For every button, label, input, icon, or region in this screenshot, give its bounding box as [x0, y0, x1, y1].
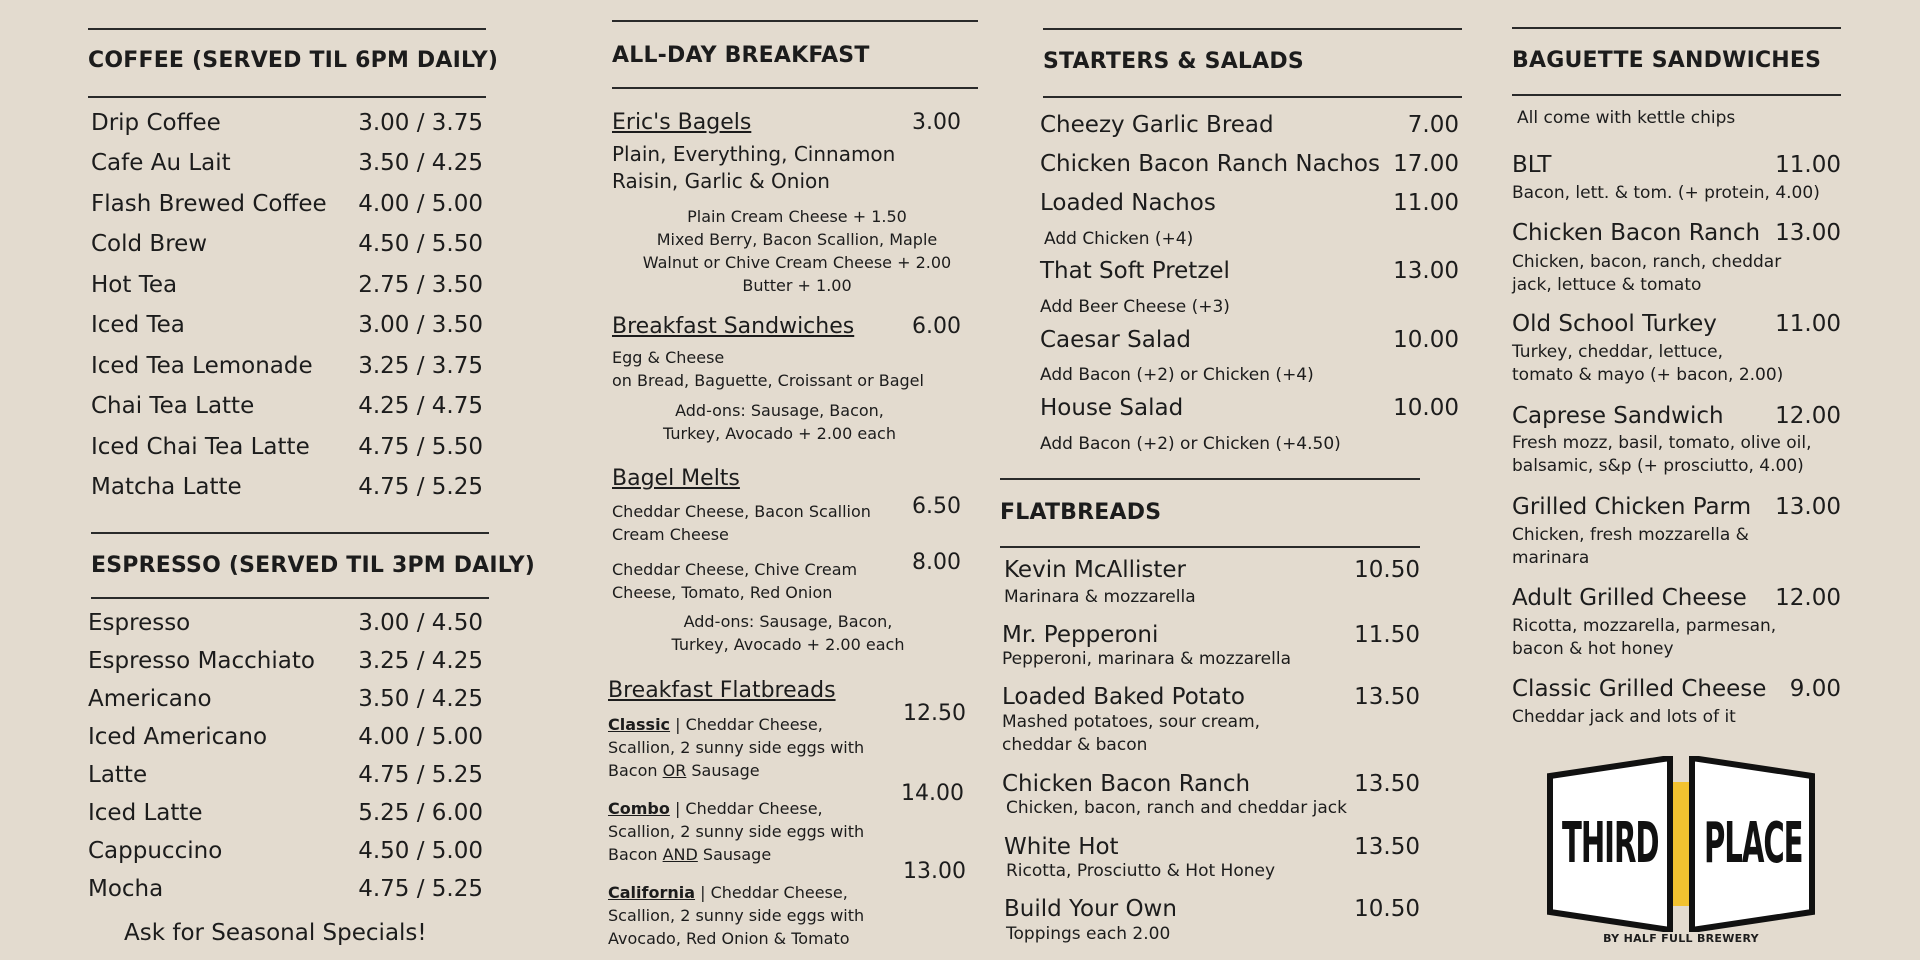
baguette-bottom-rule: [1512, 94, 1841, 96]
list-item: Latte 4.75 / 5.25: [88, 762, 483, 788]
list-item: Classic Grilled Cheese 9.00: [1512, 676, 1841, 702]
list-item: Iced Americano 4.00 / 5.00: [88, 724, 483, 750]
bagel-melt-2: Cheddar Cheese, Chive Cream Cheese, Tomato, Red Onion: [612, 560, 858, 602]
breakfast-sandwiches-price: 6.00: [912, 314, 961, 339]
third-place-logo: [1546, 756, 1816, 932]
flatbread-desc: Pepperoni, marinara & mozzarella: [1002, 649, 1291, 669]
flatbreads-top-rule: [1000, 478, 1420, 480]
list-item: Iced Tea 3.00 / 3.50: [91, 312, 483, 338]
flatbread-california: California | Cheddar Cheese, Scallion, 2 sunny side eggs with Avocado, Red Onion & Tomato: [608, 883, 865, 948]
bagels-addons: Plain Cream Cheese + 1.50 Mixed Berry, Bacon Scallion, Maple Walnut or Chive Cream Cheese + 2.00 Butter + 1.00: [642, 207, 952, 295]
list-item: Grilled Chicken Parm 13.00: [1512, 494, 1841, 520]
list-item: Iced Chai Tea Latte 4.75 / 5.50: [91, 434, 483, 460]
flatbread-desc: Marinara & mozzarella: [1004, 587, 1196, 607]
breakfast-flatbreads-title: Breakfast Flatbreads: [608, 678, 836, 703]
list-item: Old School Turkey 11.00: [1512, 311, 1841, 337]
logo-accent-bar: [1673, 782, 1689, 906]
seasonal-specials-note: Ask for Seasonal Specials!: [124, 920, 427, 946]
flatbread-desc: Chicken, bacon, ranch and cheddar jack: [1006, 798, 1347, 818]
flatbread-desc: Ricotta, Prosciutto & Hot Honey: [1006, 861, 1276, 881]
flatbreads-bottom-rule: [1000, 546, 1420, 548]
flatbread-combo: Combo | Cheddar Cheese, Scallion, 2 sunny side eggs with Bacon AND Sausage: [608, 799, 865, 864]
coffee-bottom-rule: [88, 96, 486, 98]
list-item: Chicken Bacon Ranch 13.00: [1512, 220, 1841, 246]
baguette-desc: Turkey, cheddar, lettuce, tomato & mayo (+ bacon, 2.00): [1512, 342, 1784, 385]
list-item: Chicken Bacon Ranch 13.50: [1002, 771, 1420, 797]
baguette-desc: Cheddar jack and lots of it: [1512, 707, 1736, 727]
bagel-melts-title: Bagel Melts: [612, 466, 740, 491]
logo-word-third: THIRD: [1562, 811, 1659, 876]
flatbread-classic-price: 12.50: [903, 701, 966, 726]
list-item: Kevin McAllister 10.50: [1004, 557, 1420, 583]
bagels-price: 3.00: [912, 110, 961, 135]
list-item: Cappuccino 4.50 / 5.00: [88, 838, 483, 864]
espresso-heading: ESPRESSO (SERVED TIL 3PM DAILY): [91, 553, 535, 578]
flatbread-classic: Classic | Cheddar Cheese, Scallion, 2 sunny side eggs with Bacon OR Sausage: [608, 715, 865, 780]
breakfast-top-rule: [612, 20, 978, 22]
list-item: Loaded Baked Potato 13.50: [1002, 684, 1420, 710]
espresso-bottom-rule: [91, 597, 489, 599]
list-item: Cold Brew 4.50 / 5.50: [91, 231, 483, 257]
list-item: Espresso 3.00 / 4.50: [88, 610, 483, 636]
list-item: Flash Brewed Coffee 4.00 / 5.00: [91, 191, 483, 217]
flatbread-desc: Toppings each 2.00: [1006, 924, 1171, 944]
list-item: Build Your Own 10.50: [1004, 896, 1420, 922]
list-item: Mocha 4.75 / 5.25: [88, 876, 483, 902]
baguette-heading: BAGUETTE SANDWICHES: [1512, 48, 1822, 73]
starter-note: Add Bacon (+2) or Chicken (+4.50): [1040, 434, 1341, 454]
bagels-title: Eric's Bagels: [612, 110, 752, 135]
breakfast-sandwiches-desc: Egg & Cheese on Bread, Baguette, Croissant or Bagel: [612, 348, 924, 390]
logo-byline: BY HALF FULL BREWERY: [1603, 932, 1759, 945]
flatbread-combo-price: 14.00: [901, 781, 964, 806]
starters-heading: STARTERS & SALADS: [1043, 49, 1304, 74]
baguette-desc: Bacon, lett. & tom. (+ protein, 4.00): [1512, 183, 1820, 203]
list-item: Loaded Nachos 11.00: [1040, 190, 1459, 216]
list-item: Caprese Sandwich 12.00: [1512, 403, 1841, 429]
flatbread-desc: Mashed potatoes, sour cream, cheddar & bacon: [1002, 712, 1261, 755]
list-item: Chai Tea Latte 4.25 / 4.75: [91, 393, 483, 419]
list-item: White Hot 13.50: [1004, 834, 1420, 860]
starter-note: Add Beer Cheese (+3): [1040, 297, 1230, 317]
list-item: Adult Grilled Cheese 12.00: [1512, 585, 1841, 611]
list-item: Matcha Latte 4.75 / 5.25: [91, 474, 483, 500]
logo-word-place: PLACE: [1704, 811, 1803, 876]
coffee-top-rule: [88, 28, 486, 30]
list-item: Espresso Macchiato 3.25 / 4.25: [88, 648, 483, 674]
list-item: Cheezy Garlic Bread 7.00: [1040, 112, 1459, 138]
starter-note: Add Chicken (+4): [1044, 229, 1194, 249]
bagel-melt-1-price: 6.50: [912, 494, 961, 519]
list-item: Chicken Bacon Ranch Nachos 17.00: [1040, 151, 1459, 177]
starters-top-rule: [1043, 28, 1462, 30]
baguette-desc: Fresh mozz, basil, tomato, olive oil, balsamic, s&p (+ prosciutto, 4.00): [1512, 433, 1812, 476]
starters-bottom-rule: [1043, 96, 1462, 98]
baguette-desc: Chicken, bacon, ranch, cheddar jack, lettuce & tomato: [1512, 252, 1782, 295]
list-item: Americano 3.50 / 4.25: [88, 686, 483, 712]
list-item: Mr. Pepperoni 11.50: [1002, 622, 1420, 648]
list-item: Caesar Salad 10.00: [1040, 327, 1459, 353]
list-item: Iced Latte 5.25 / 6.00: [88, 800, 483, 826]
flatbreads-heading: FLATBREADS: [1000, 500, 1162, 525]
list-item: Drip Coffee 3.00 / 3.75: [91, 110, 483, 136]
bagel-melts-addons: Add-ons: Sausage, Bacon, Turkey, Avocado + 2.00 each: [671, 612, 905, 654]
list-item: Hot Tea 2.75 / 3.50: [91, 272, 483, 298]
baguette-desc: Ricotta, mozzarella, parmesan, bacon & hot honey: [1512, 616, 1777, 659]
breakfast-sandwiches-title: Breakfast Sandwiches: [612, 314, 855, 339]
list-item: House Salad 10.00: [1040, 395, 1459, 421]
espresso-top-rule: [91, 532, 489, 534]
list-item: BLT 11.00: [1512, 152, 1841, 178]
bagels-desc: Plain, Everything, Cinnamon Raisin, Garlic & Onion: [612, 142, 896, 193]
list-item: That Soft Pretzel 13.00: [1040, 258, 1459, 284]
bagel-melt-2-price: 8.00: [912, 550, 961, 575]
baguette-subtitle: All come with kettle chips: [1517, 108, 1736, 128]
baguette-desc: Chicken, fresh mozzarella & marinara: [1512, 525, 1749, 568]
breakfast-heading: ALL-DAY BREAKFAST: [612, 43, 870, 68]
baguette-top-rule: [1512, 27, 1841, 29]
breakfast-sandwiches-addons: Add-ons: Sausage, Bacon, Turkey, Avocado + 2.00 each: [663, 401, 896, 443]
flatbread-california-price: 13.00: [903, 859, 966, 884]
breakfast-bottom-rule: [612, 87, 978, 89]
coffee-heading: COFFEE (SERVED TIL 6PM DAILY): [88, 48, 499, 73]
list-item: Cafe Au Lait 3.50 / 4.25: [91, 150, 483, 176]
bagel-melt-1: Cheddar Cheese, Bacon Scallion Cream Cheese: [612, 502, 871, 544]
list-item: Iced Tea Lemonade 3.25 / 3.75: [91, 353, 483, 379]
starter-note: Add Bacon (+2) or Chicken (+4): [1040, 365, 1314, 385]
